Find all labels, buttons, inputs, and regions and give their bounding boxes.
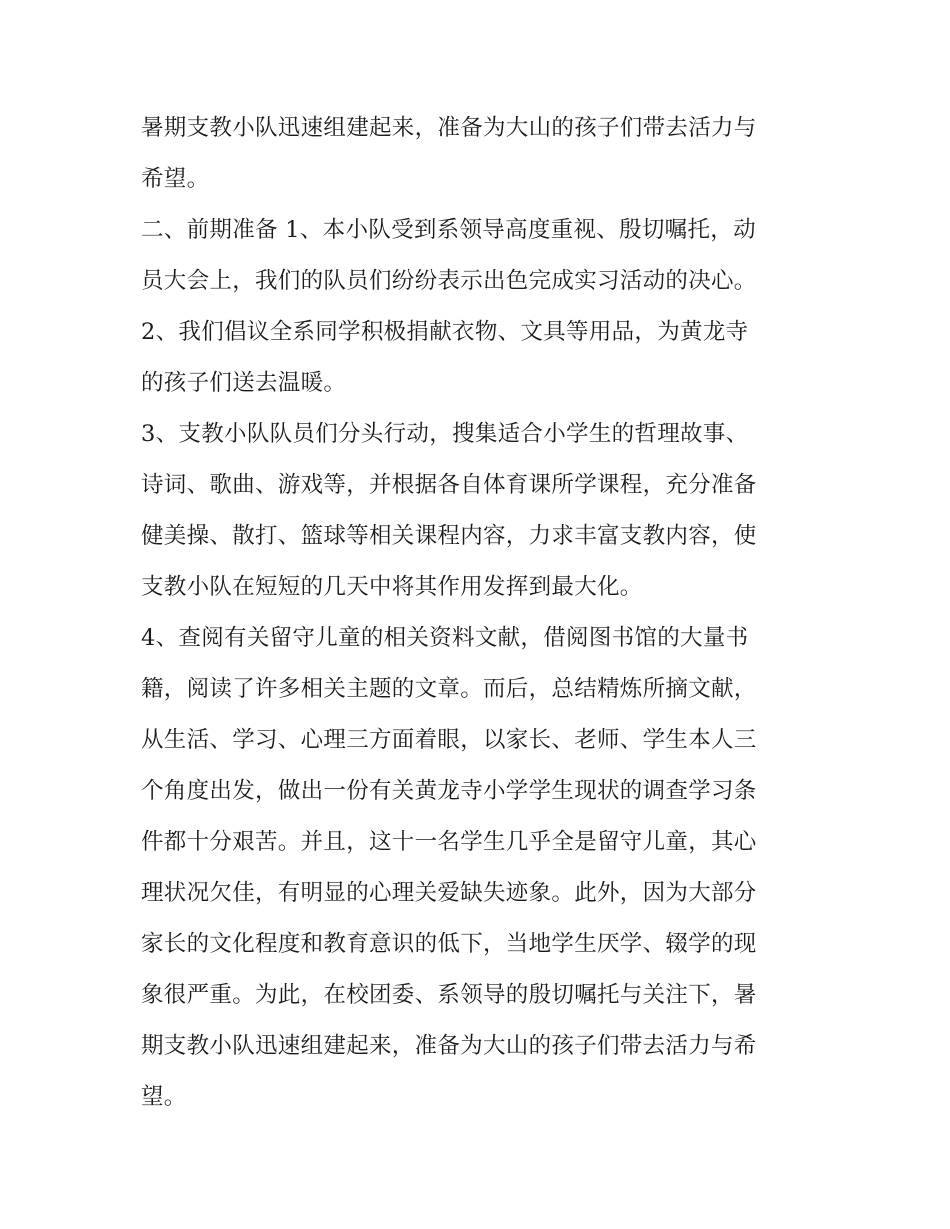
text-line: 希望。 <box>141 166 210 192</box>
text-line: 支教小队在短短的几天中将其作用发挥到最大化。 <box>141 574 643 600</box>
text-line: 员大会上，我们的队员们纷纷表示出色完成实习活动的决心。 <box>141 268 757 294</box>
text-line: 籍，阅读了许多相关主题的文章。而后，总结精炼所摘文献， <box>141 676 757 702</box>
text-line: 个角度出发，做出一份有关黄龙寺小学学生现状的调查学习条 <box>141 778 757 804</box>
text-line: 的孩子们送去温暖。 <box>141 370 347 396</box>
document-body <box>141 103 821 1123</box>
text-line: 象很严重。为此，在校团委、系领导的殷切嘱托与关注下，暑 <box>141 982 757 1008</box>
text-line: 望。 <box>141 1084 187 1110</box>
text-line: 期支教小队迅速组建起来，准备为大山的孩子们带去活力与希 <box>141 1033 757 1059</box>
text-line: 二、前期准备 1、本小队受到系领导高度重视、殷切嘱托，动 <box>141 217 756 243</box>
text-line: 3、支教小队队员们分头行动，搜集适合小学生的哲理故事、 <box>141 421 749 447</box>
text-line: 4、查阅有关留守儿童的相关资料文献，借阅图书馆的大量书 <box>141 625 749 651</box>
text-line: 2、我们倡议全系同学积极捐献衣物、文具等用品，为黄龙寺 <box>141 319 749 345</box>
text-line: 暑期支教小队迅速组建起来，准备为大山的孩子们带去活力与 <box>141 115 757 141</box>
text-line: 健美操、散打、篮球等相关课程内容，力求丰富支教内容，使 <box>141 523 757 549</box>
text-line: 从生活、学习、心理三方面着眼，以家长、老师、学生本人三 <box>141 727 757 753</box>
text-line: 诗词、歌曲、游戏等，并根据各自体育课所学课程，充分准备 <box>141 472 757 498</box>
text-line: 理状况欠佳，有明显的心理关爱缺失迹象。此外，因为大部分 <box>141 880 757 906</box>
text-line: 家长的文化程度和教育意识的低下，当地学生厌学、辍学的现 <box>141 931 757 957</box>
text-line: 件都十分艰苦。并且，这十一名学生几乎全是留守儿童，其心 <box>141 829 757 855</box>
